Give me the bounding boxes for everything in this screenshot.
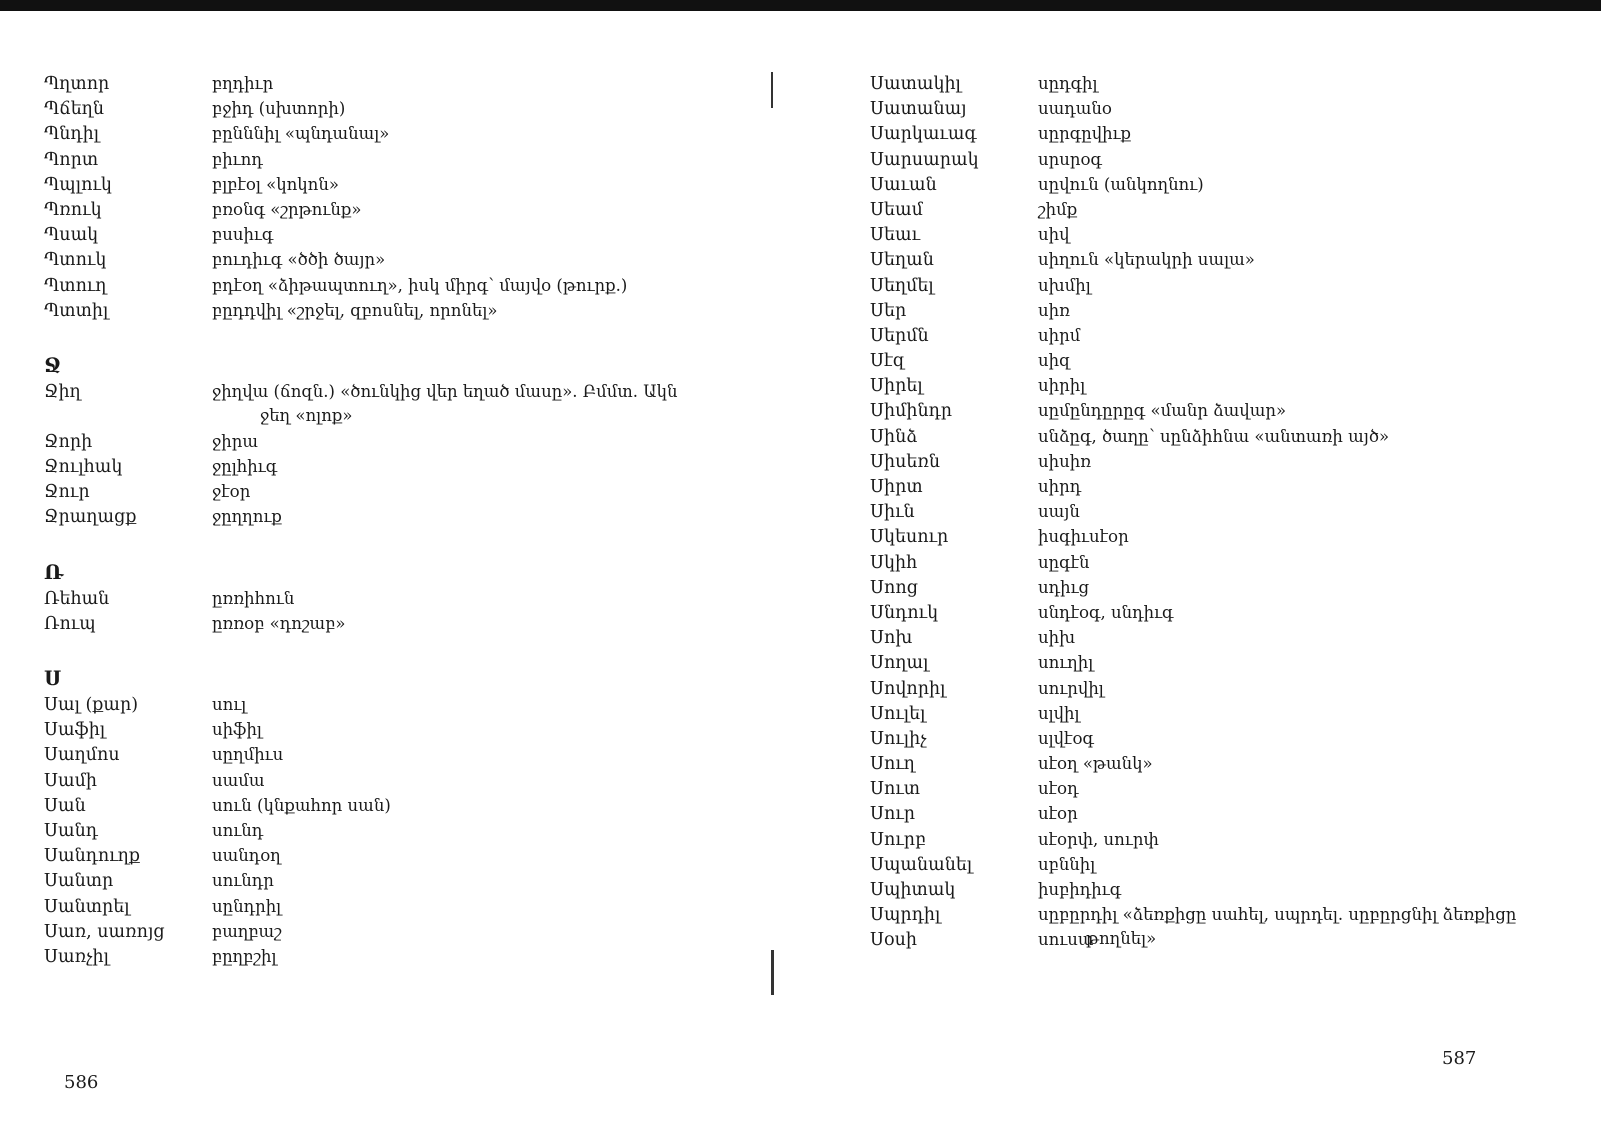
headword: Պսակ xyxy=(44,225,99,246)
glossary-entry xyxy=(44,223,677,248)
definition-text: սուրվիլ xyxy=(1038,678,1104,698)
glossary-entry xyxy=(870,475,1516,500)
headword: Ռուպ xyxy=(44,613,96,634)
dialect-form xyxy=(1038,777,1516,802)
glossary-entry xyxy=(44,920,677,945)
dialect-form xyxy=(1038,475,1516,500)
glossary-entry xyxy=(870,349,1516,374)
definition-text: սնձըգ, ծաղը՝ սընձիհնա «անտառի այծ» xyxy=(1038,426,1390,446)
dialect-form xyxy=(212,505,677,530)
definition-text: ջիրա xyxy=(212,431,259,451)
glossary-entry xyxy=(44,299,677,324)
headword: Ջիղ xyxy=(44,381,81,402)
dialect-form xyxy=(1038,299,1516,324)
definition-text: շիմք xyxy=(1038,199,1078,219)
glossary-entry xyxy=(44,869,677,894)
dialect-form xyxy=(212,844,677,869)
headword: Ջորի xyxy=(44,431,93,452)
glossary-entry xyxy=(870,651,1516,676)
definition-text: սիզ xyxy=(1038,351,1071,371)
dialect-form xyxy=(1038,727,1516,752)
headword: Պղտոր xyxy=(44,74,110,94)
glossary-entry xyxy=(870,878,1516,903)
glossary-entry xyxy=(870,551,1516,576)
glossary-entry xyxy=(44,72,677,97)
dialect-form xyxy=(1038,148,1516,173)
definition-text: սբննիլ xyxy=(1038,854,1096,874)
dialect-form xyxy=(212,223,677,248)
definition-text: բռօնգ «շրթունք» xyxy=(212,199,362,219)
glossary-entry xyxy=(44,455,677,480)
definition-text: սիվ xyxy=(1038,225,1070,245)
definition-text: սխմիլ xyxy=(1038,275,1091,295)
definition-text: սունդ xyxy=(212,820,264,840)
definition-text: սուն (կնքահոր սան) xyxy=(212,795,391,815)
headword: Սիսեռն xyxy=(870,451,940,472)
glossary-entry xyxy=(44,248,677,273)
page-number: 586 xyxy=(64,1072,99,1093)
headword: Սուղ xyxy=(870,754,915,775)
dialect-form xyxy=(212,743,677,768)
definition-text: սայն xyxy=(1038,502,1080,522)
definition-text: սըվուն (անկողնու) xyxy=(1038,174,1204,194)
headword: Պպլուկ xyxy=(44,174,112,195)
headword: Սանդուղք xyxy=(44,846,140,867)
definition-text: սիրդ xyxy=(1038,477,1082,496)
definition-text: սանդօղ xyxy=(212,846,281,866)
dialect-form xyxy=(212,122,677,147)
glossary-entry xyxy=(870,626,1516,651)
dialect-form xyxy=(212,274,677,299)
dialect-form xyxy=(1038,97,1516,122)
dialect-form xyxy=(212,455,677,480)
glossary-entry xyxy=(44,198,677,223)
headword: Սուլել xyxy=(870,703,926,724)
definition-text: բիւոդ xyxy=(212,149,263,169)
definition-text: սըմընդըրըգ «մանր ձավար» xyxy=(1038,401,1287,421)
glossary-entry xyxy=(44,480,677,505)
dialect-form xyxy=(1038,802,1516,827)
dialect-form xyxy=(1038,525,1516,550)
definition-text: սուսա xyxy=(1038,930,1094,950)
definition-text: սլվիլ xyxy=(1038,703,1080,723)
dialect-form xyxy=(212,769,677,794)
dialect-form xyxy=(1038,677,1516,702)
headword: Սէզ xyxy=(870,351,905,372)
glossary-entry xyxy=(870,173,1516,198)
glossary-entry xyxy=(870,677,1516,702)
dialect-form xyxy=(212,869,677,894)
dialect-form xyxy=(1038,702,1516,727)
glossary-entry xyxy=(44,97,677,122)
dialect-form xyxy=(212,693,677,718)
headword: Սոխ xyxy=(870,628,913,649)
glossary-entry xyxy=(870,248,1516,273)
section-letter: Ջ xyxy=(44,352,61,377)
headword: Սինձ xyxy=(870,426,918,447)
glossary-entry xyxy=(870,727,1516,752)
definition-text: սիղուն «կերակրի սալա» xyxy=(1038,250,1255,270)
definition-text: սըդգիլ xyxy=(1038,74,1098,93)
headword: Սիրել xyxy=(870,376,923,397)
headword: Ջուլհակ xyxy=(44,457,123,478)
dialect-form xyxy=(1038,928,1516,953)
headword: Սանտրել xyxy=(44,896,130,917)
glossary-entry xyxy=(44,895,677,920)
headword: Սեր xyxy=(870,300,907,321)
definition-text: ջիղվա (ճոզն.) «ծունկից վեր եղած մասը». Բմմտ. Ակն xyxy=(212,381,678,401)
definition-text: ըռռիհուն xyxy=(212,588,295,608)
dialect-form xyxy=(212,97,677,122)
glossary-entry xyxy=(44,173,677,198)
definition-text: բղդիւր xyxy=(212,74,274,93)
headword: Սաֆիլ xyxy=(44,720,106,741)
headword: Ջրաղացք xyxy=(44,507,137,528)
headword: Սոոց xyxy=(870,577,918,598)
dialect-form xyxy=(212,198,677,223)
glossary-entry xyxy=(44,612,677,637)
glossary-entry xyxy=(44,122,677,147)
glossary-entry xyxy=(870,853,1516,878)
definition-text: սնդէօգ, սնդիւգ xyxy=(1038,602,1174,622)
glossary-entry xyxy=(870,274,1516,299)
glossary-entry xyxy=(870,198,1516,223)
definition-text: բաղբաշ xyxy=(212,921,282,941)
glossary-entry xyxy=(870,702,1516,727)
headword: Սանտր xyxy=(44,871,114,892)
glossary-entry xyxy=(44,743,677,768)
headword: Սեղմել xyxy=(870,275,934,296)
glossary-entry xyxy=(870,223,1516,248)
headword: Սառչիլ xyxy=(44,946,109,967)
glossary-entry xyxy=(870,148,1516,173)
glossary-entry xyxy=(870,601,1516,626)
definition-text: բըղբշիլ xyxy=(212,946,277,966)
dialect-form xyxy=(1038,173,1516,198)
definition-text: սէօդ xyxy=(1038,779,1079,799)
headword: Սերմն xyxy=(870,325,929,346)
dialect-form xyxy=(1038,500,1516,525)
dialect-form xyxy=(212,173,677,198)
definition-text: սուղիլ xyxy=(1038,653,1094,673)
definition-text: իսգիւսէօր xyxy=(1038,527,1129,547)
dialect-form xyxy=(1038,878,1516,903)
dialect-form xyxy=(212,920,677,945)
dialect-form xyxy=(1038,425,1516,450)
definition-text: սիրմ xyxy=(1038,325,1081,345)
definition-text: սէօրփ, սուրփ xyxy=(1038,829,1159,849)
definition-text: բդէօղ «ձիթապտուղ», իսկ միրգ՝ մայվօ (թուրք.) xyxy=(212,275,628,295)
definition-text: իսբիդիւգ xyxy=(1038,880,1122,899)
glossary-entry xyxy=(44,718,677,743)
headword: Սիւն xyxy=(870,502,915,523)
definition-text: սէօր xyxy=(1038,804,1078,824)
definition-text: սըբըրդիլ «ձեռքիցը սահել, սպրդել. սըբըրցնիլ ձեռքիցը xyxy=(1038,905,1517,925)
headword: Սուր xyxy=(870,804,916,825)
dialect-form xyxy=(212,895,677,920)
glossary-entry xyxy=(44,945,677,970)
section-letter: Ս xyxy=(44,666,62,690)
dialect-form xyxy=(1038,399,1516,424)
headword: Սեաւ xyxy=(870,225,921,246)
right-page xyxy=(800,0,1601,1131)
dialect-form xyxy=(212,380,677,430)
definition-continuation: ջեղ «ոլոք» xyxy=(260,405,353,425)
headword: Սովորիլ xyxy=(870,678,946,699)
definition-text: ջըլհիւգ xyxy=(212,457,278,477)
headword: Պռուկ xyxy=(44,199,102,220)
headword: Սպրդիլ xyxy=(870,905,941,926)
definition-text: սրսրօգ xyxy=(1038,149,1103,169)
glossary-entry xyxy=(44,505,677,530)
definition-text: սլվէօգ xyxy=(1038,728,1094,748)
dialect-form xyxy=(1038,72,1516,97)
definition-text: սդիւց xyxy=(1038,577,1090,597)
headword: Սիրտ xyxy=(870,477,923,497)
glossary-entry xyxy=(870,122,1516,147)
definition-text: սիրիլ xyxy=(1038,376,1086,396)
glossary-entry xyxy=(870,399,1516,424)
headword: Սուտ xyxy=(870,779,921,800)
definition-text: սադանօ xyxy=(1038,99,1112,119)
glossary-entry xyxy=(870,576,1516,601)
definition-text: սըրգըվիւք xyxy=(1038,124,1132,144)
glossary-entry xyxy=(870,500,1516,525)
dialect-form xyxy=(1038,450,1516,475)
dialect-form xyxy=(1038,198,1516,223)
definition-text: բուդիւգ «ծծի ծայր» xyxy=(212,250,386,270)
dialect-form xyxy=(212,794,677,819)
headword: Սանդ xyxy=(44,820,98,841)
headword: Սուլիչ xyxy=(870,728,927,749)
page-number: 587 xyxy=(1442,1048,1477,1069)
glossary-entry xyxy=(44,380,677,430)
dialect-form xyxy=(212,612,677,637)
dialect-form xyxy=(1038,626,1516,651)
dialect-form xyxy=(212,430,677,455)
glossary-entry xyxy=(44,587,677,612)
dialect-form xyxy=(1038,122,1516,147)
definition-text: բսսիւգ xyxy=(212,225,274,245)
definition-text: սամա xyxy=(212,770,265,790)
dialect-form xyxy=(212,148,677,173)
definition-text: սուլ xyxy=(212,695,247,714)
definition-text: սըղմիւս xyxy=(212,745,284,765)
glossary-entry xyxy=(44,844,677,869)
dialect-form xyxy=(212,248,677,273)
headword: Պտուղ xyxy=(44,275,107,296)
dialect-form xyxy=(1038,551,1516,576)
dialect-form xyxy=(1038,374,1516,399)
headword: Սօսի xyxy=(870,930,918,951)
definition-text: սընդրիլ xyxy=(212,896,282,916)
glossary-entry xyxy=(44,769,677,794)
dialect-form xyxy=(212,819,677,844)
headword: Սառ, սառոյց xyxy=(44,921,165,942)
glossary-entry xyxy=(44,819,677,844)
headword: Սեամ xyxy=(870,199,923,220)
glossary-entry xyxy=(870,72,1516,97)
glossary-entry xyxy=(870,525,1516,550)
headword: Սկիհ xyxy=(870,552,918,573)
dialect-form xyxy=(1038,248,1516,273)
headword: Սատակիլ xyxy=(870,74,961,94)
definition-text: սէօղ «թանկ» xyxy=(1038,754,1153,774)
glossary-entry xyxy=(870,374,1516,399)
definition-text: սիսիռ xyxy=(1038,451,1092,471)
headword: Սատանայ xyxy=(870,99,967,120)
definition-text: ջըղղուք xyxy=(212,507,282,527)
headword: Սամի xyxy=(44,770,97,791)
glossary-entry xyxy=(870,752,1516,777)
definition-text: սըգէն xyxy=(1038,552,1090,572)
headword: Սալ (քար) xyxy=(44,695,139,715)
headword: Պորտ xyxy=(44,149,99,170)
glossary-entry xyxy=(870,324,1516,349)
definition-text: սունդր xyxy=(212,871,274,891)
headword: Սեղան xyxy=(870,250,934,271)
dialect-form xyxy=(1038,223,1516,248)
headword: Սարսարակ xyxy=(870,149,979,170)
headword: Ռեհան xyxy=(44,588,110,609)
definition-text: ջէօր xyxy=(212,482,251,502)
dialect-form xyxy=(1038,651,1516,676)
headword: Սկեսուր xyxy=(870,527,949,548)
headword: Սպանանել xyxy=(870,854,973,875)
dialect-form xyxy=(1038,324,1516,349)
glossary-entry xyxy=(870,828,1516,853)
glossary-entry xyxy=(870,299,1516,324)
headword: Սնդուկ xyxy=(870,602,939,623)
glossary-entry xyxy=(870,777,1516,802)
dialect-form xyxy=(1038,349,1516,374)
definition-text: բլբէօլ «կոկոն» xyxy=(212,174,339,194)
headword: Ջուր xyxy=(44,482,90,503)
headword: Սպիտակ xyxy=(870,880,956,900)
definition-text: բըդդվիլ «շրջել, զբոսնել, որոնել» xyxy=(212,300,498,320)
dialect-form xyxy=(212,299,677,324)
headword: Սաղմոս xyxy=(44,745,120,766)
left-page xyxy=(0,0,780,1131)
definition-continuation: թողնել» xyxy=(1086,929,1157,949)
definition-text: սիֆիլ xyxy=(212,720,262,740)
headword: Սաւան xyxy=(870,174,937,195)
dialect-form xyxy=(212,587,677,612)
section-letter: Ռ xyxy=(44,559,64,584)
dialect-form xyxy=(1038,853,1516,878)
headword: Պճեղն xyxy=(44,99,104,120)
definition-text: սիխ xyxy=(1038,628,1076,648)
glossary-entry xyxy=(870,450,1516,475)
dialect-form xyxy=(212,480,677,505)
dialect-form xyxy=(212,718,677,743)
definition-text: բջիդ (սխտորի) xyxy=(212,99,346,119)
glossary-entry xyxy=(44,148,677,173)
headword: Սարկաւագ xyxy=(870,124,977,145)
headword: Սան xyxy=(44,795,86,816)
left-page-glossary xyxy=(44,72,677,970)
glossary-entry xyxy=(870,425,1516,450)
dialect-form xyxy=(1038,828,1516,853)
headword: Սողալ xyxy=(870,653,929,674)
headword: Պնդիլ xyxy=(44,124,100,145)
dialect-form xyxy=(212,945,677,970)
definition-text: բընննիլ «պնդանալ» xyxy=(212,124,390,144)
glossary-entry xyxy=(870,928,1516,953)
headword: Սիմինդր xyxy=(870,401,953,422)
glossary-entry xyxy=(44,430,677,455)
dialect-form xyxy=(1038,752,1516,777)
dialect-form xyxy=(1038,274,1516,299)
glossary-entry xyxy=(44,794,677,819)
dialect-form xyxy=(212,72,677,97)
definition-text: սիռ xyxy=(1038,300,1070,320)
glossary-entry xyxy=(870,802,1516,827)
dialect-form xyxy=(1038,576,1516,601)
headword: Պտտիլ xyxy=(44,300,109,321)
headword: Պտուկ xyxy=(44,250,107,271)
dialect-form xyxy=(1038,601,1516,626)
glossary-entry xyxy=(44,274,677,299)
headword: Սուրբ xyxy=(870,829,926,850)
definition-text: ըռռօբ «դոշաբ» xyxy=(212,613,346,633)
glossary-entry xyxy=(44,693,677,718)
glossary-entry xyxy=(870,97,1516,122)
right-page-glossary xyxy=(870,72,1516,954)
